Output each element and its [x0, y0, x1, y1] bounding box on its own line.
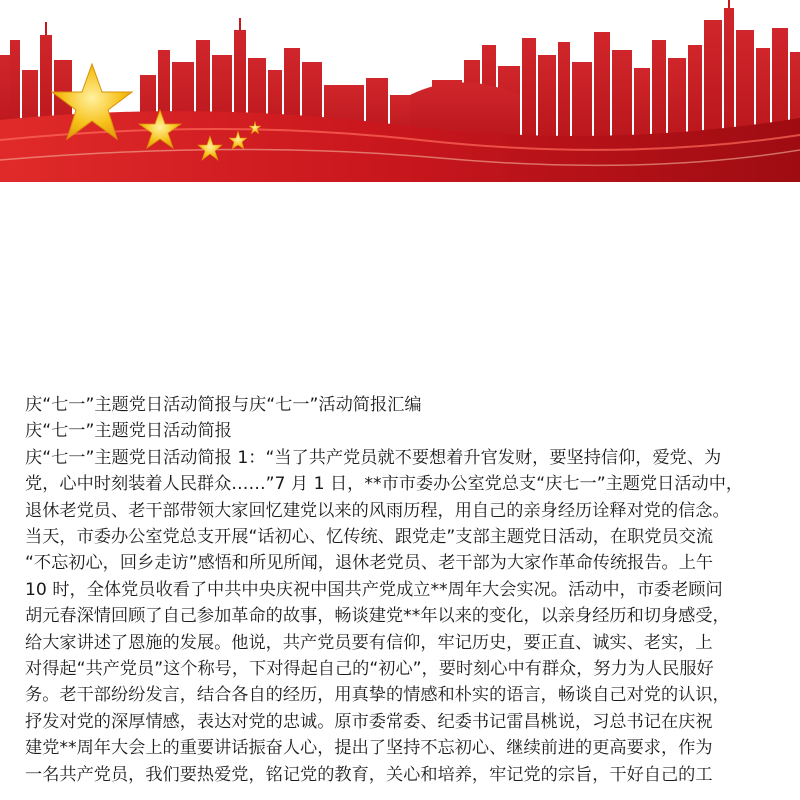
- tower-antennas: [46, 0, 729, 35]
- paragraph-line: 一名共产党员，我们要热爱党，铭记党的教育，关心和培养，牢记党的宗旨，干好自己的工: [25, 764, 713, 785]
- paragraph-line: 务。老干部纷纷发言，结合各自的经历，用真挚的情感和朴实的语言，畅谈自己对党的认识，: [25, 685, 730, 706]
- paragraph-line: 胡元春深情回顾了自己参加革命的故事，畅谈建党**年以来的变化，以亲身经历和切身感受，: [25, 606, 730, 627]
- paragraph-line: 10 时，全体党员收看了中共中央庆祝中国共产党成立**周年大会实况。活动中，市委老顾问: [25, 579, 723, 600]
- paragraph-line: “不忘初心，回乡走访”感悟和所见所闻，退休老党员、老干部为大家作革命传统报告。上午: [25, 553, 714, 574]
- document-paragraph: [25, 445, 785, 788]
- banner-bottom-edge: [0, 182, 800, 190]
- document-body: [25, 392, 785, 788]
- paragraph-line: 抒发对党的深厚情感，表达对党的忠诚。原市委常委、纪委书记雷昌桃说，习总书记在庆祝: [25, 711, 713, 732]
- paragraph-line: 退休老党员、老干部带领大家回忆建党以来的风雨历程，用自己的亲身经历诠释对党的信念。: [25, 500, 730, 521]
- paragraph-line: 建党**周年大会上的重要讲话振奋人心，提出了坚持不忘初心、继续前进的更高要求，作为: [25, 738, 713, 759]
- document-subtitle: 庆“七一”主题党日活动简报: [25, 421, 232, 442]
- header-banner: [0, 0, 800, 190]
- paragraph-line: 对得起“共产党员”这个称号，下对得起自己的“初心”，要时刻心中有群众，努力为人民服好: [25, 659, 714, 680]
- paragraph-line: 当天，市委办公室党总支开展“话初心、忆传统、跟党走”支部主题党日活动，在职党员交流: [25, 527, 714, 548]
- paragraph-line: 庆“七一”主题党日活动简报 1：“当了共产党员就不要想着升官发财，要坚持信仰，爱党、为: [25, 447, 722, 468]
- paragraph-line: 党，心中时刻装着人民群众……”7 月 1 日，**市市委办公室党总支“庆七一”主题党日活动中，: [25, 474, 744, 495]
- document-title: 庆“七一”主题党日活动简报与庆“七一”活动简报汇编: [25, 395, 422, 415]
- city-skyline-illustration: [0, 0, 800, 190]
- paragraph-line: 给大家讲述了恩施的发展。他说，共产党员要有信仰，牢记历史，要正直、诚实、老实，上: [25, 632, 713, 653]
